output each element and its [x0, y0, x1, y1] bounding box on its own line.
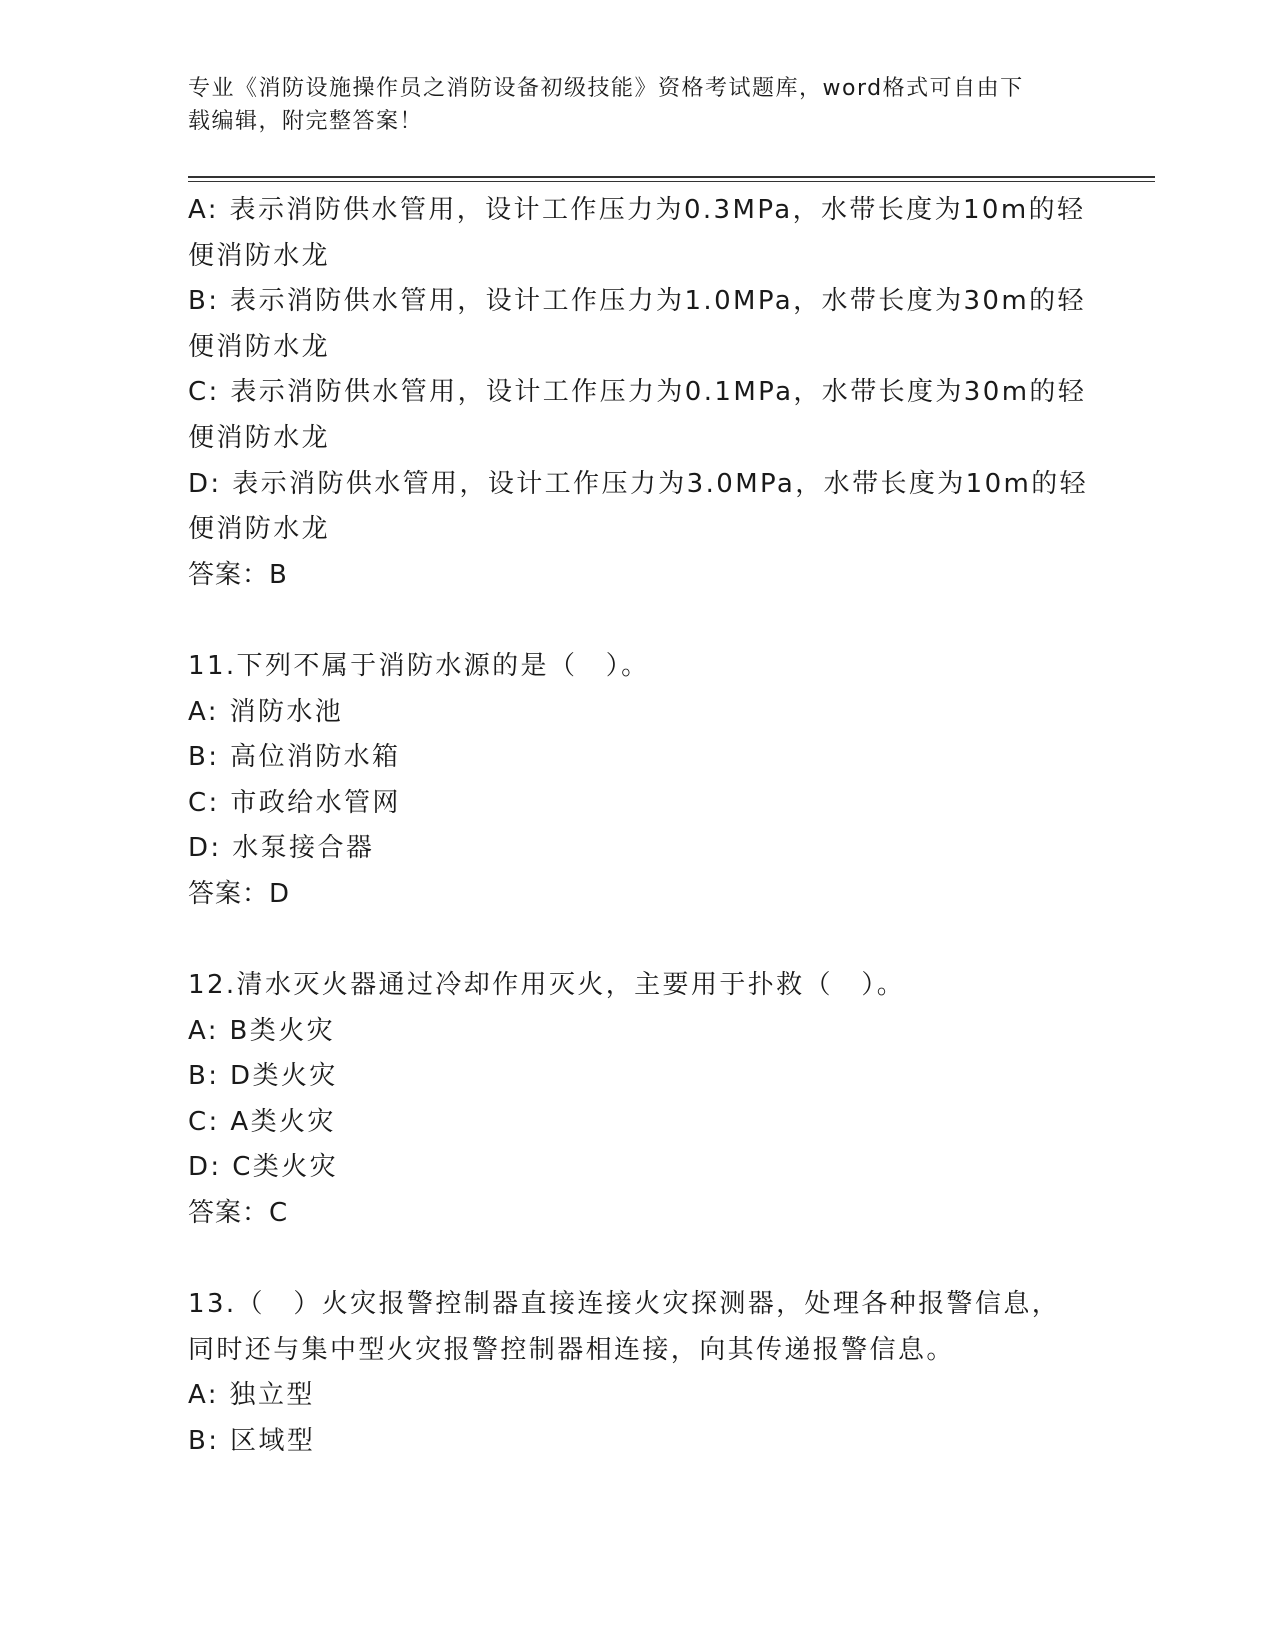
option-b: B: 区域型 — [188, 1426, 316, 1457]
spacer — [188, 918, 1088, 964]
question-10 — [188, 188, 1088, 598]
option-a-line-1: A: 表示消防供水管用，设计工作压力为0.3MPa，水带长度为10m的轻 — [188, 195, 1086, 225]
header-divider-thick — [188, 176, 1155, 178]
question-11 — [188, 644, 1088, 918]
option-b-line-2: 便消防水龙 — [188, 331, 331, 362]
header-line-2: 载编辑，附完整答案！ — [188, 109, 424, 134]
answer: 答案：C — [188, 1198, 289, 1229]
spacer — [188, 1237, 1088, 1283]
header-line-1: 专业《消防设施操作员之消防设备初级技能》资格考试题库，word格式可自由下 — [188, 76, 1024, 101]
option-d: D: 水泵接合器 — [188, 833, 375, 864]
option-d-line-1: D: 表示消防供水管用，设计工作压力为3.0MPa，水带长度为10m的轻 — [188, 468, 1089, 499]
question-list — [188, 188, 1088, 1465]
question-title-line-2: 同时还与集中型火灾报警控制器相连接，向其传递报警信息。 — [188, 1334, 955, 1365]
question-title: 12.清水灭火器通过冷却作用灭火，主要用于扑救（ ）。 — [188, 970, 906, 1001]
option-a-line-2: 便消防水龙 — [188, 240, 331, 271]
question-12 — [188, 963, 1088, 1237]
document-header — [188, 72, 1068, 138]
question-13 — [188, 1282, 1088, 1464]
question-title-line-1: 13.（ ）火灾报警控制器直接连接火灾探测器，处理各种报警信息， — [188, 1289, 1061, 1320]
answer: 答案：D — [188, 878, 291, 909]
option-a: A: 独立型 — [188, 1380, 315, 1411]
option-c: C: 市政给水管网 — [188, 787, 401, 818]
option-c-line-2: 便消防水龙 — [188, 422, 331, 453]
option-b-line-1: B: 表示消防供水管用，设计工作压力为1.0MPa，水带长度为30m的轻 — [188, 286, 1086, 317]
option-c: C: A类火灾 — [188, 1106, 336, 1137]
answer: 答案：B — [188, 559, 288, 590]
header-divider-thin — [188, 181, 1155, 182]
spacer — [188, 598, 1088, 644]
option-b: B: D类火灾 — [188, 1061, 338, 1092]
question-title: 11.下列不属于消防水源的是（ ）。 — [188, 650, 650, 681]
option-c-line-1: C: 表示消防供水管用，设计工作压力为0.1MPa，水带长度为30m的轻 — [188, 377, 1087, 408]
option-d-line-2: 便消防水龙 — [188, 514, 331, 545]
option-d: D: C类火灾 — [188, 1152, 338, 1183]
option-b: B: 高位消防水箱 — [188, 742, 401, 773]
option-a: A: 消防水池 — [188, 696, 344, 727]
option-a: A: B类火灾 — [188, 1015, 335, 1046]
